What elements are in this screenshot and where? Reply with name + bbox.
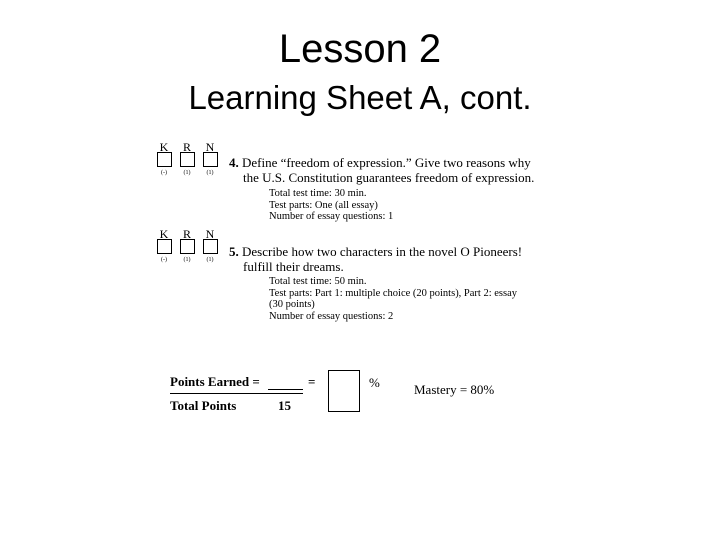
detail-line: Test parts: Part 1: multiple choice (20 points), Part 2: essay <box>269 287 518 299</box>
rating-k-checkbox[interactable] <box>157 152 172 167</box>
detail-line: Total test time: 50 min. <box>269 276 367 287</box>
rating-r-points: (1) <box>183 170 191 176</box>
detail-line: Number of essay questions: 2 <box>269 310 394 322</box>
rating-n-checkbox[interactable] <box>203 152 218 167</box>
total-points-value: 15 <box>278 398 291 413</box>
percent-sign: % <box>369 375 380 390</box>
question-5-details <box>269 276 517 322</box>
question-text-line1: Define “freedom of expression.” Give two reasons why <box>242 155 531 170</box>
rating-r-points: (1) <box>183 257 191 263</box>
equals-sign: = <box>308 374 316 389</box>
question-text-line1: Describe how two characters in the novel O Pioneers! <box>242 244 523 259</box>
question-4-details <box>269 188 393 223</box>
rating-n-points: (1) <box>206 257 214 263</box>
mastery-label: Mastery = 80% <box>414 382 495 397</box>
rating-k-checkbox[interactable] <box>157 239 172 254</box>
question-5 <box>229 244 522 274</box>
total-points-label: Total Points <box>170 398 237 413</box>
rating-n-checkbox[interactable] <box>203 239 218 254</box>
rating-k-points: (-) <box>161 257 167 263</box>
rating-n-label: N <box>205 140 215 154</box>
question-number: 5. <box>229 244 239 259</box>
slide-subtitle: Learning Sheet A, cont. <box>188 79 532 116</box>
question-text-line2: the U.S. Constitution guarantees freedom of expression. <box>243 170 535 185</box>
rating-r-checkbox[interactable] <box>180 152 195 167</box>
rating-n-points: (1) <box>206 170 214 176</box>
points-earned-label: Points Earned = <box>170 374 260 389</box>
detail-line: (30 points) <box>269 299 315 310</box>
percent-score-box[interactable] <box>328 370 360 412</box>
rating-k-label: K <box>159 227 169 241</box>
question-number: 4. <box>229 155 239 170</box>
rating-r-label: R <box>182 140 191 154</box>
rating-k-label: K <box>159 140 169 154</box>
detail-line: Test parts: One (all essay) <box>269 199 378 211</box>
rating-r-checkbox[interactable] <box>180 239 195 254</box>
slide-title: Lesson 2 <box>278 27 442 71</box>
points-earned-blank[interactable] <box>268 389 303 390</box>
rating-k-points: (-) <box>161 170 167 176</box>
fraction-line <box>170 393 303 394</box>
question-4 <box>229 155 534 185</box>
rating-n-label: N <box>205 227 215 241</box>
question-text-line2: fulfill their dreams. <box>243 259 344 274</box>
detail-line: Total test time: 30 min. <box>269 188 367 199</box>
detail-line: Number of essay questions: 1 <box>269 211 394 222</box>
rating-r-label: R <box>182 227 191 241</box>
